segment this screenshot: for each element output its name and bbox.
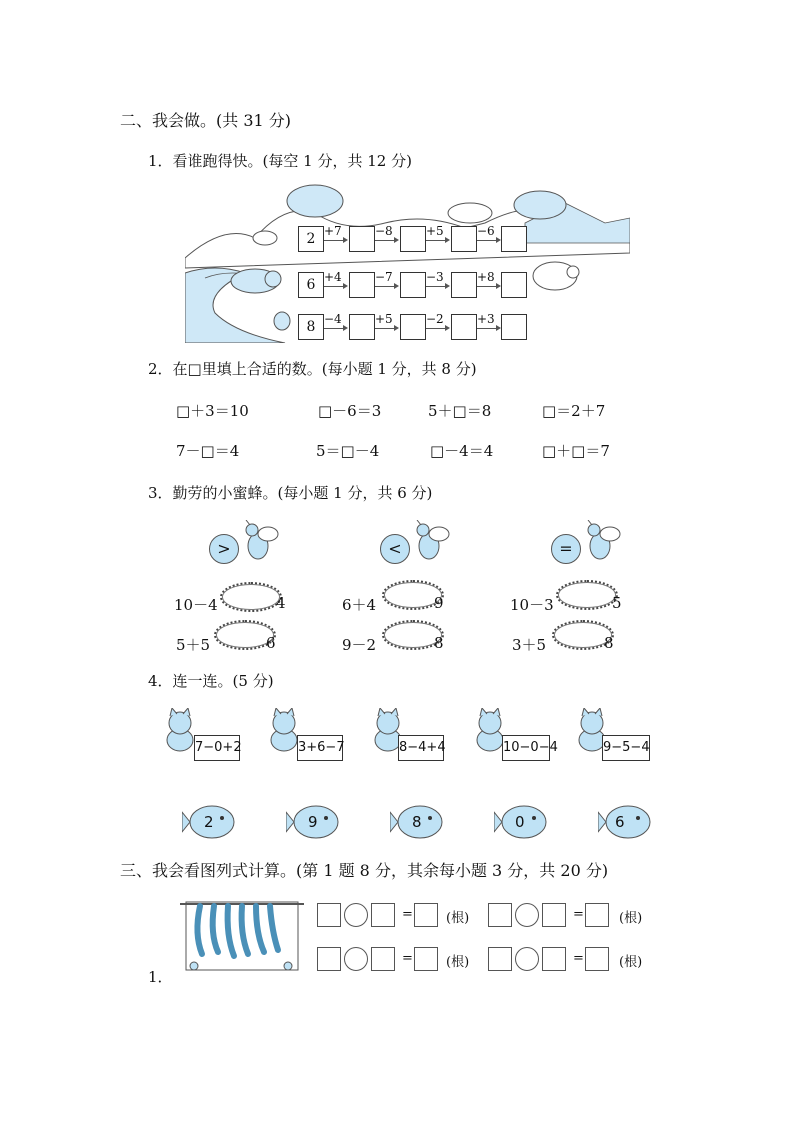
chain-arrow bbox=[375, 286, 397, 287]
section-2-title: 二、我会做。(共 31 分) bbox=[120, 111, 292, 130]
cat-expression-card[interactable]: 10−0−4 bbox=[502, 735, 550, 761]
cat-expression-card[interactable]: 9−5−4 bbox=[602, 735, 650, 761]
cat-expression-card[interactable]: 7−0+2 bbox=[194, 735, 240, 761]
chain-operator: +5 bbox=[375, 312, 393, 326]
equals-sign: = bbox=[573, 907, 584, 922]
compare-right: 6 bbox=[266, 634, 276, 652]
chain-arrow bbox=[324, 286, 346, 287]
answer-box[interactable] bbox=[371, 947, 395, 971]
answer-box[interactable] bbox=[414, 903, 438, 927]
chain-answer-box[interactable] bbox=[451, 314, 477, 340]
operator-circle[interactable] bbox=[515, 903, 539, 927]
fill-in-equation[interactable]: □－4＝4 bbox=[430, 442, 494, 460]
chain-arrow bbox=[324, 240, 346, 241]
bee-symbol-bubble: < bbox=[380, 534, 410, 564]
chain-start-box: 8 bbox=[298, 314, 324, 340]
bee-symbol-bubble: = bbox=[551, 534, 581, 564]
chain-operator: −7 bbox=[375, 270, 393, 284]
equals-sign: = bbox=[402, 907, 413, 922]
chain-operator: +4 bbox=[324, 270, 342, 284]
unit-label: (根) bbox=[619, 911, 643, 926]
compare-left: 5＋5 bbox=[176, 636, 211, 654]
answer-box[interactable] bbox=[488, 947, 512, 971]
chain-answer-box[interactable] bbox=[451, 226, 477, 252]
fill-in-equation[interactable]: □＋3＝10 bbox=[176, 402, 249, 420]
compare-right: 8 bbox=[604, 634, 614, 652]
chain-answer-box[interactable] bbox=[349, 314, 375, 340]
bee-icon bbox=[236, 520, 284, 562]
fish-number: 8 bbox=[412, 813, 422, 831]
chain-operator: +3 bbox=[477, 312, 495, 326]
fish-number: 6 bbox=[615, 813, 625, 831]
answer-box[interactable] bbox=[317, 947, 341, 971]
answer-box[interactable] bbox=[542, 903, 566, 927]
compare-left: 9－2 bbox=[342, 636, 377, 654]
chain-arrow bbox=[375, 328, 397, 329]
q3-title: 3．勤劳的小蜜蜂。(每小题 1 分，共 6 分) bbox=[148, 484, 433, 502]
s3-q1-label: 1． bbox=[148, 968, 173, 986]
compare-right: 9 bbox=[434, 594, 444, 612]
chain-operator: −8 bbox=[375, 224, 393, 238]
compare-right: 4 bbox=[276, 594, 286, 612]
chain-answer-box[interactable] bbox=[501, 226, 527, 252]
bee-icon bbox=[407, 520, 455, 562]
bee-symbol-bubble: > bbox=[209, 534, 239, 564]
answer-box[interactable] bbox=[414, 947, 438, 971]
chain-answer-box[interactable] bbox=[501, 272, 527, 298]
chain-answer-box[interactable] bbox=[400, 314, 426, 340]
chain-arrow bbox=[426, 328, 448, 329]
compare-right: 5 bbox=[612, 594, 622, 612]
fish-icon[interactable] bbox=[598, 800, 654, 844]
chain-answer-box[interactable] bbox=[501, 314, 527, 340]
chain-answer-box[interactable] bbox=[451, 272, 477, 298]
unit-label: (根) bbox=[446, 911, 470, 926]
cat-expression-card[interactable]: 8−4+4 bbox=[398, 735, 444, 761]
fill-in-equation[interactable]: 5＝□－4 bbox=[316, 442, 380, 460]
answer-box[interactable] bbox=[317, 903, 341, 927]
chain-operator: −3 bbox=[426, 270, 444, 284]
fish-number: 0 bbox=[515, 813, 525, 831]
q1-title: 1．看谁跑得快。(每空 1 分，共 12 分) bbox=[148, 152, 412, 170]
chain-answer-box[interactable] bbox=[400, 226, 426, 252]
chain-operator: +8 bbox=[477, 270, 495, 284]
unit-label: (根) bbox=[619, 955, 643, 970]
chain-operator: +5 bbox=[426, 224, 444, 238]
bee-icon bbox=[578, 520, 626, 562]
operator-circle[interactable] bbox=[344, 947, 368, 971]
chain-arrow bbox=[375, 240, 397, 241]
fill-in-equation[interactable]: □＋□＝7 bbox=[542, 442, 610, 460]
compare-oval[interactable] bbox=[220, 582, 282, 612]
compare-left: 6＋4 bbox=[342, 596, 377, 614]
equals-sign: = bbox=[573, 951, 584, 966]
chain-start-box: 2 bbox=[298, 226, 324, 252]
chain-arrow bbox=[477, 286, 499, 287]
chain-arrow bbox=[426, 286, 448, 287]
compare-left: 10－4 bbox=[174, 596, 218, 614]
fill-in-equation[interactable]: 7－□＝4 bbox=[176, 442, 240, 460]
compare-right: 8 bbox=[434, 634, 444, 652]
chain-answer-box[interactable] bbox=[400, 272, 426, 298]
fill-in-equation[interactable]: □＝2＋7 bbox=[542, 402, 606, 420]
answer-box[interactable] bbox=[585, 947, 609, 971]
fish-number: 9 bbox=[308, 813, 318, 831]
section-3-title: 三、我会看图列式计算。(第 1 题 8 分，其余每小题 3 分，共 20 分) bbox=[120, 861, 609, 880]
answer-box[interactable] bbox=[542, 947, 566, 971]
chain-arrow bbox=[426, 240, 448, 241]
compare-left: 3＋5 bbox=[512, 636, 547, 654]
equals-sign: = bbox=[402, 951, 413, 966]
chain-operator: +7 bbox=[324, 224, 342, 238]
chain-arrow bbox=[324, 328, 346, 329]
chain-answer-box[interactable] bbox=[349, 272, 375, 298]
chain-answer-box[interactable] bbox=[349, 226, 375, 252]
compare-oval[interactable] bbox=[556, 580, 618, 610]
chain-operator: −2 bbox=[426, 312, 444, 326]
compare-left: 10－3 bbox=[510, 596, 554, 614]
chain-arrow bbox=[477, 328, 499, 329]
answer-box[interactable] bbox=[371, 903, 395, 927]
unit-label: (根) bbox=[446, 955, 470, 970]
chain-operator: −4 bbox=[324, 312, 342, 326]
hanging-peppers-illustration bbox=[180, 894, 305, 978]
q4-title: 4．连一连。(5 分) bbox=[148, 672, 274, 690]
chain-operator: −6 bbox=[477, 224, 495, 238]
cat-expression-card[interactable]: 3+6−7 bbox=[297, 735, 343, 761]
answer-box[interactable] bbox=[585, 903, 609, 927]
fill-in-equation[interactable]: 5＋□＝8 bbox=[428, 402, 492, 420]
chain-start-box: 6 bbox=[298, 272, 324, 298]
operator-circle[interactable] bbox=[344, 903, 368, 927]
answer-box[interactable] bbox=[488, 903, 512, 927]
operator-circle[interactable] bbox=[515, 947, 539, 971]
fill-in-equation[interactable]: □－6＝3 bbox=[318, 402, 382, 420]
q2-title: 2．在□里填上合适的数。(每小题 1 分，共 8 分) bbox=[148, 360, 477, 378]
chain-arrow bbox=[477, 240, 499, 241]
fish-number: 2 bbox=[204, 813, 214, 831]
